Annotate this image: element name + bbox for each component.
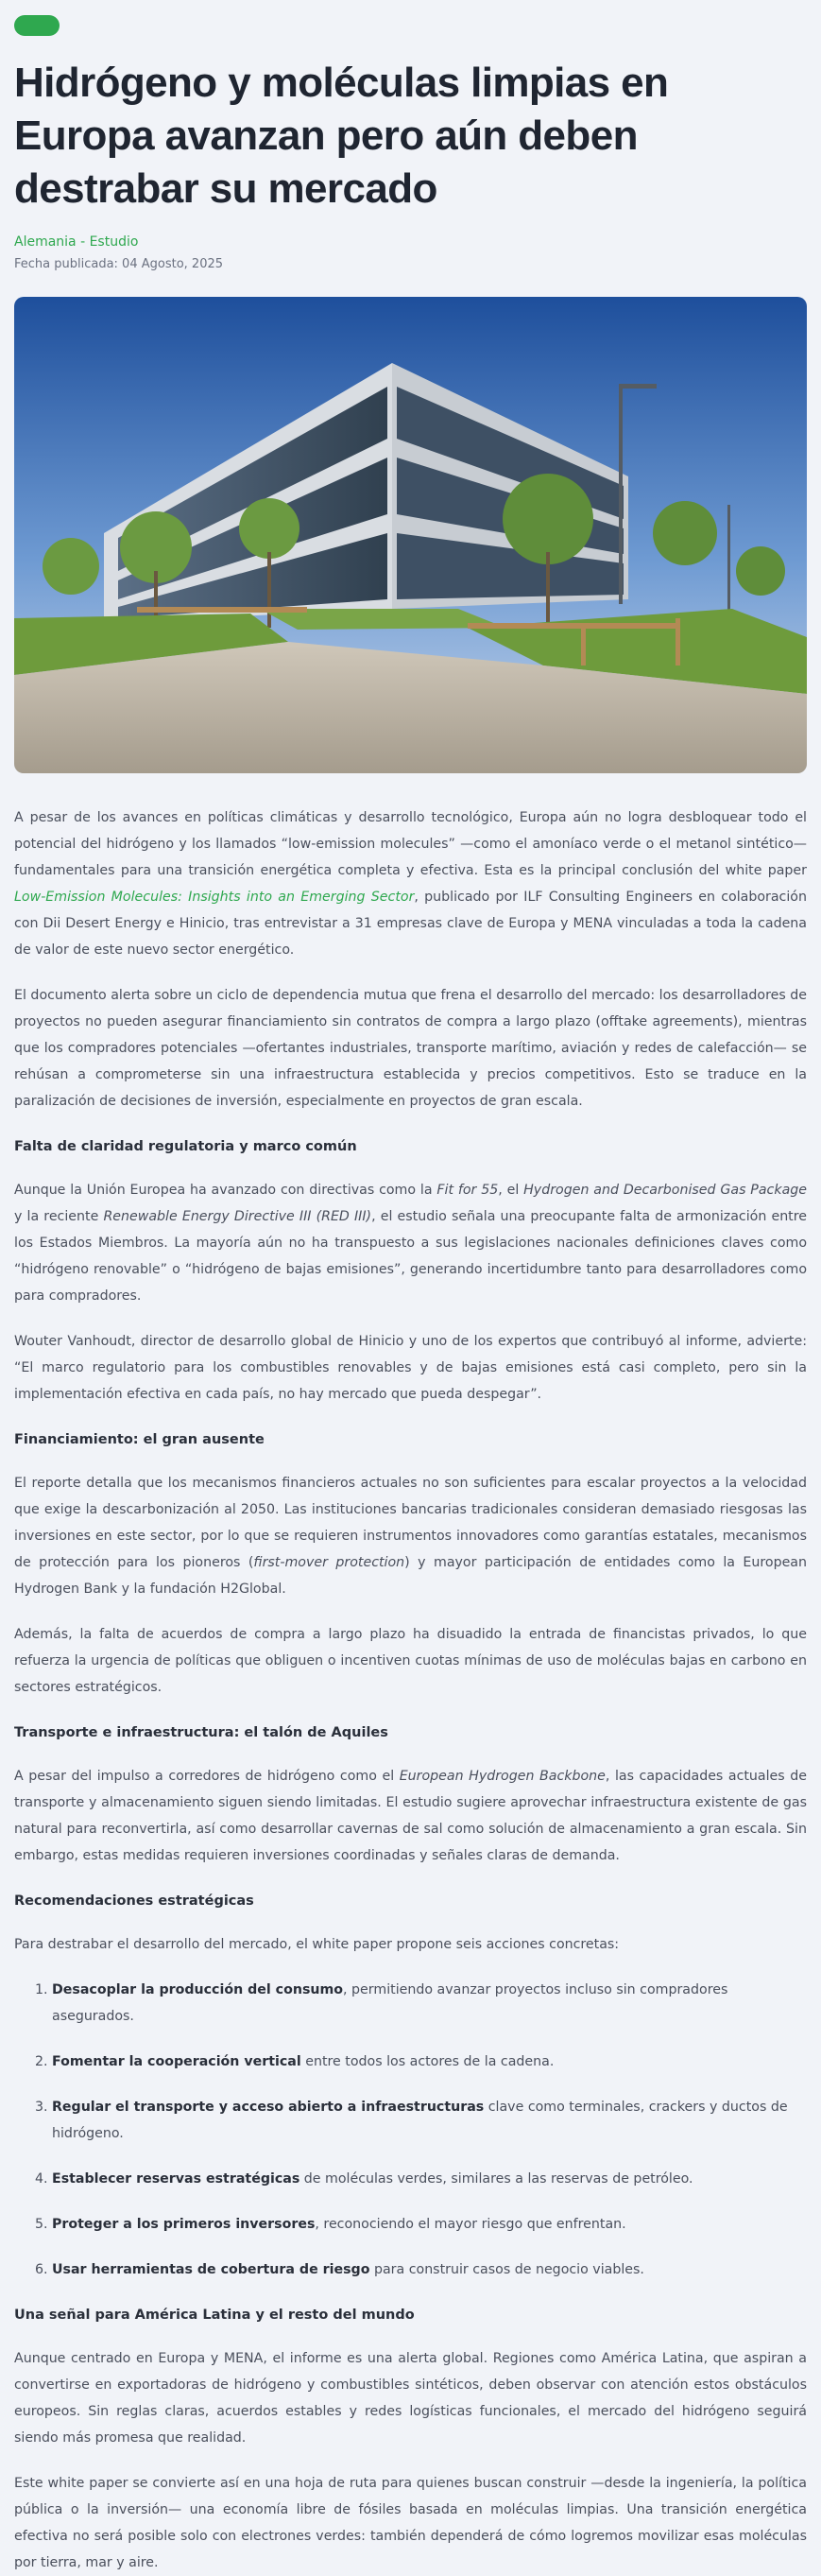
section-heading-latam: Una señal para América Latina y el resto del mundo <box>14 2308 415 2323</box>
paragraph: Aunque centrado en Europa y MENA, el informe es una alerta global. Regiones como América Latina, que aspiran a convertirse en exportadoras de hidrógeno y combustibles sintéticos, deben observar con atención estos obstáculos europeos. Sin reglas claras, acuerdos estables y redes logísticas funcionales, el mercado del hidrógeno seguirá siendo más promesa que realidad. <box>14 2351 807 2446</box>
list-item: 5. Proteger a los primeros inversores, reconociendo el mayor riesgo que enfrentan. <box>52 2211 807 2238</box>
paragraph: Wouter Vanhoudt, director de desarrollo global de Hinicio y uno de los expertos que contribuyó al informe, advierte: “El marco regulatorio para los combustibles renovables y de bajas emisiones está casi completo, pero sin la implementación efectiva en cada país, no hay mercado que pueda despegar”. <box>14 1334 807 1402</box>
list-item: 2. Fomentar la cooperación vertical entre todos los actores de la cadena. <box>52 2049 807 2075</box>
paragraph: Aunque la Unión Europea ha avanzado con directivas como la Fit for 55, el Hydrogen and Decarbonised Gas Package y la reciente Renewable Energy Directive III (RED III), el estudio señala una preocupante falta de armonización entre los Estados Miembros. La mayoría aún no ha transpuesto a sus legislaciones nacionales definiciones claves como “hidrógeno renovable” o “hidrógeno de bajas emisiones”, generando incertidumbre tanto para desarrolladores como para compradores. <box>14 1183 807 1304</box>
article-tags[interactable]: Alemania - Estudio <box>14 234 139 250</box>
article-title: Hidrógeno y moléculas limpias en Europa avanzan pero aún deben destrabar su mercado <box>14 60 669 212</box>
publish-date: Fecha publicada: 04 Agosto, 2025 <box>14 257 224 271</box>
list-item: 4. Establecer reservas estratégicas de moléculas verdes, similares a las reservas de petróleo. <box>52 2166 807 2192</box>
section-heading-recommendations: Recomendaciones estratégicas <box>14 1893 254 1909</box>
article-body <box>14 804 807 2576</box>
category-badge[interactable] <box>14 15 60 36</box>
paragraph: El documento alerta sobre un ciclo de dependencia mutua que frena el desarrollo del mercado: los desarrolladores de proyectos no pueden asegurar financiamiento sin contratos de compra a largo plazo (offtake agreements), mientras que los compradores potenciales —ofertantes industriales, transporte marítimo, aviación y redes de calefacción— se rehúsan a comprometerse sin una infraestructura establecida y precios competitivos. Esto se traduce en la paralización de decisiones de inversión, especialmente en proyectos de gran escala. <box>14 988 807 1109</box>
paragraph: Además, la falta de acuerdos de compra a largo plazo ha disuadido la entrada de financistas privados, lo que refuerza la urgencia de políticas que obliguen o incentiven cuotas mínimas de uso de moléculas bajas en carbono en sectores estratégicos. <box>14 1627 807 1695</box>
section-heading-regulation: Falta de claridad regulatoria y marco común <box>14 1139 357 1154</box>
list-item: 1. Desacoplar la producción del consumo, permitiendo avanzar proyectos incluso sin compradores asegurados. <box>52 1977 807 2030</box>
paragraph: Para destrabar el desarrollo del mercado, el white paper propone seis acciones concretas: <box>14 1937 620 1952</box>
paragraph: Este white paper se convierte así en una hoja de ruta para quienes buscan construir —desde la ingeniería, la política pública o la inversión— una economía libre de fósiles basada en moléculas limpias. Una transición energética efectiva no será posible solo con electrones verdes: también dependerá de cómo logremos movilizar esas moléculas por tierra, mar y aire. <box>14 2476 807 2570</box>
office-building-photo <box>14 297 807 773</box>
white-paper-link[interactable]: Low-Emission Molecules: Insights into an Emerging Sector <box>14 890 415 905</box>
recommendations-list <box>14 1977 807 2283</box>
section-heading-transport: Transporte e infraestructura: el talón de Aquiles <box>14 1725 388 1740</box>
paragraph: El reporte detalla que los mecanismos financieros actuales no son suficientes para escalar proyectos a la velocidad que exige la descarbonización al 2050. Las instituciones bancarias tradicionales consideran demasiado riesgosas las inversiones en este sector, por lo que se requieren instrumentos innovadores como garantías estatales, mecanismos de protección para los pioneros (first-mover protection) y mayor participación de entidades como la European Hydrogen Bank y la fundación H2Global. <box>14 1476 807 1597</box>
list-item: 6. Usar herramientas de cobertura de riesgo para construir casos de negocio viables. <box>52 2256 807 2283</box>
paragraph: A pesar del impulso a corredores de hidrógeno como el European Hydrogen Backbone, las capacidades actuales de transporte y almacenamiento siguen siendo limitadas. El estudio sugiere aprovechar infraestructura existente de gas natural para reconvertirla, así como desarrollar cavernas de sal como solución de almacenamiento a gran escala. Sin embargo, estas medidas requieren inversiones coordinadas y señales claras de demanda. <box>14 1769 807 1863</box>
paragraph: A pesar de los avances en políticas climáticas y desarrollo tecnológico, Europa aún no logra desbloquear todo el potencial del hidrógeno y los llamados “low-emission molecules” —como el amoníaco verde o el metanol sintético— fundamentales para una transición energética completa y efectiva. Esta es la principal conclusión del white paper Low-Emission Molecules: Insights into an Emerging Sector, publicado por ILF Consulting Engineers en colaboración con Dii Desert Energy e Hinicio, tras entrevistar a 31 empresas clave de Europa y MENA vinculadas a toda la cadena de valor de este nuevo sector energético. <box>14 810 807 958</box>
hero-image <box>14 297 807 773</box>
list-item: 3. Regular el transporte y acceso abierto a infraestructuras clave como terminales, crackers y ductos de hidrógeno. <box>52 2094 807 2147</box>
section-heading-finance: Financiamiento: el gran ausente <box>14 1432 265 1447</box>
